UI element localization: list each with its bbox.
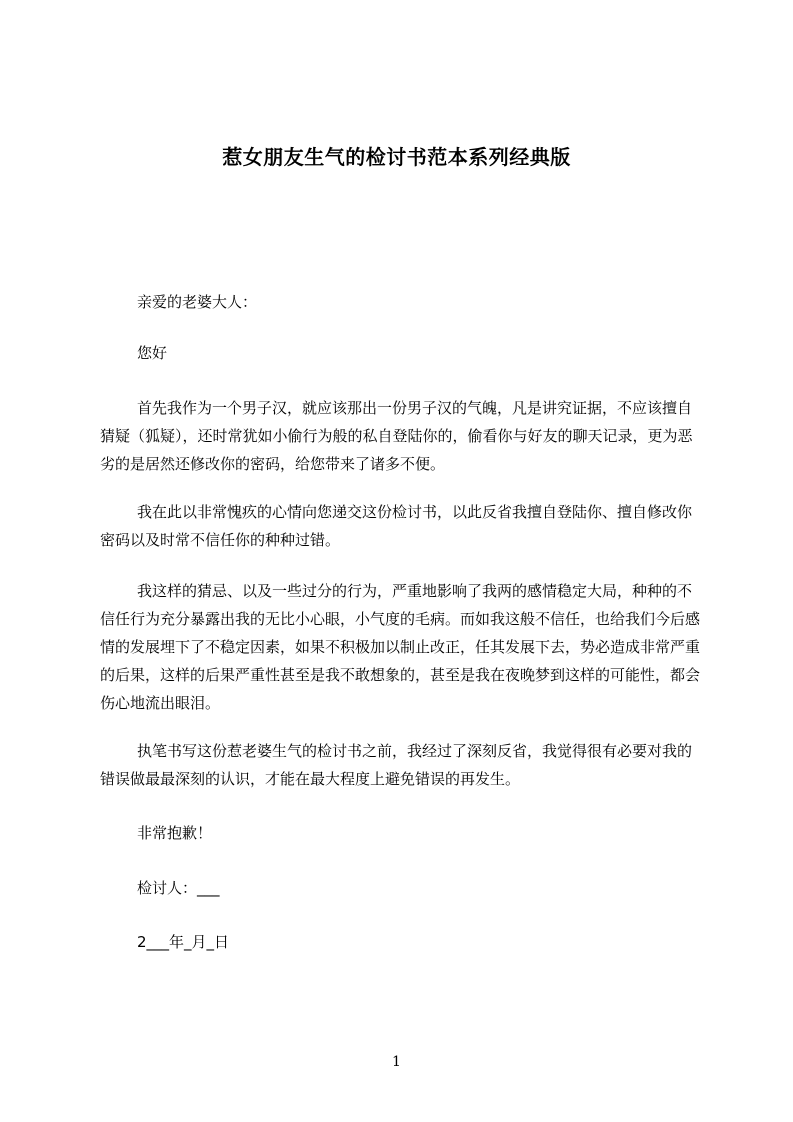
- paragraph-text: 我这样的猜忌、以及一些过分的行为，严重地影响了我两的感情稳定大局，种种的不信任行为充分暴露出我的无比小心眼，小气度的毛病。而如我这般不信任，也给我们今后感情的发展埋下了不稳定因素，如果不积极加以制止改正，任其发展下去，势必造成非常严重的后果，这样的后果严重性甚至是我不敢想象的，甚至是我在夜晚梦到这样的可能性，都会伤心地流出眼泪。: [100, 582, 701, 712]
- page-number: 1: [392, 1054, 401, 1070]
- paragraph-text: 执笔书写这份惹老婆生气的检讨书之前，我经过了深刻反省，我觉得很有必要对我的错误做最最深刻的认识，才能在最大程度上避免错误的再发生。: [100, 742, 693, 788]
- paragraph-text: 首先我作为一个男子汉，就应该那出一份男子汉的气魄，凡是讲究证据，不应该擅自猜疑（狐疑），还时常犹如小偷行为般的私自登陆你的，偷看你与好友的聊天记录，更为恶劣的是居然还修改你的密码，给您带来了诸多不便。: [100, 399, 693, 473]
- paragraph-text: 我在此以非常愧疚的心情向您递交这份检讨书，以此反省我擅自登陆你、擅自修改你密码以及时常不信任你的种种过错。: [100, 503, 693, 549]
- paragraph-3: [100, 577, 700, 717]
- paragraph-2: [100, 498, 700, 554]
- document-title: 惹女朋友生气的检讨书范本系列经典版: [222, 145, 571, 169]
- date-line: 2___年_月_日: [137, 933, 230, 951]
- signer-line: 检讨人：___: [137, 879, 220, 897]
- apology-line: 非常抱歉！: [137, 824, 213, 842]
- greeting: 您好: [137, 344, 168, 362]
- salutation: 亲爱的老婆大人：: [137, 293, 258, 311]
- paragraph-1: [100, 394, 700, 478]
- paragraph-4: [100, 737, 700, 793]
